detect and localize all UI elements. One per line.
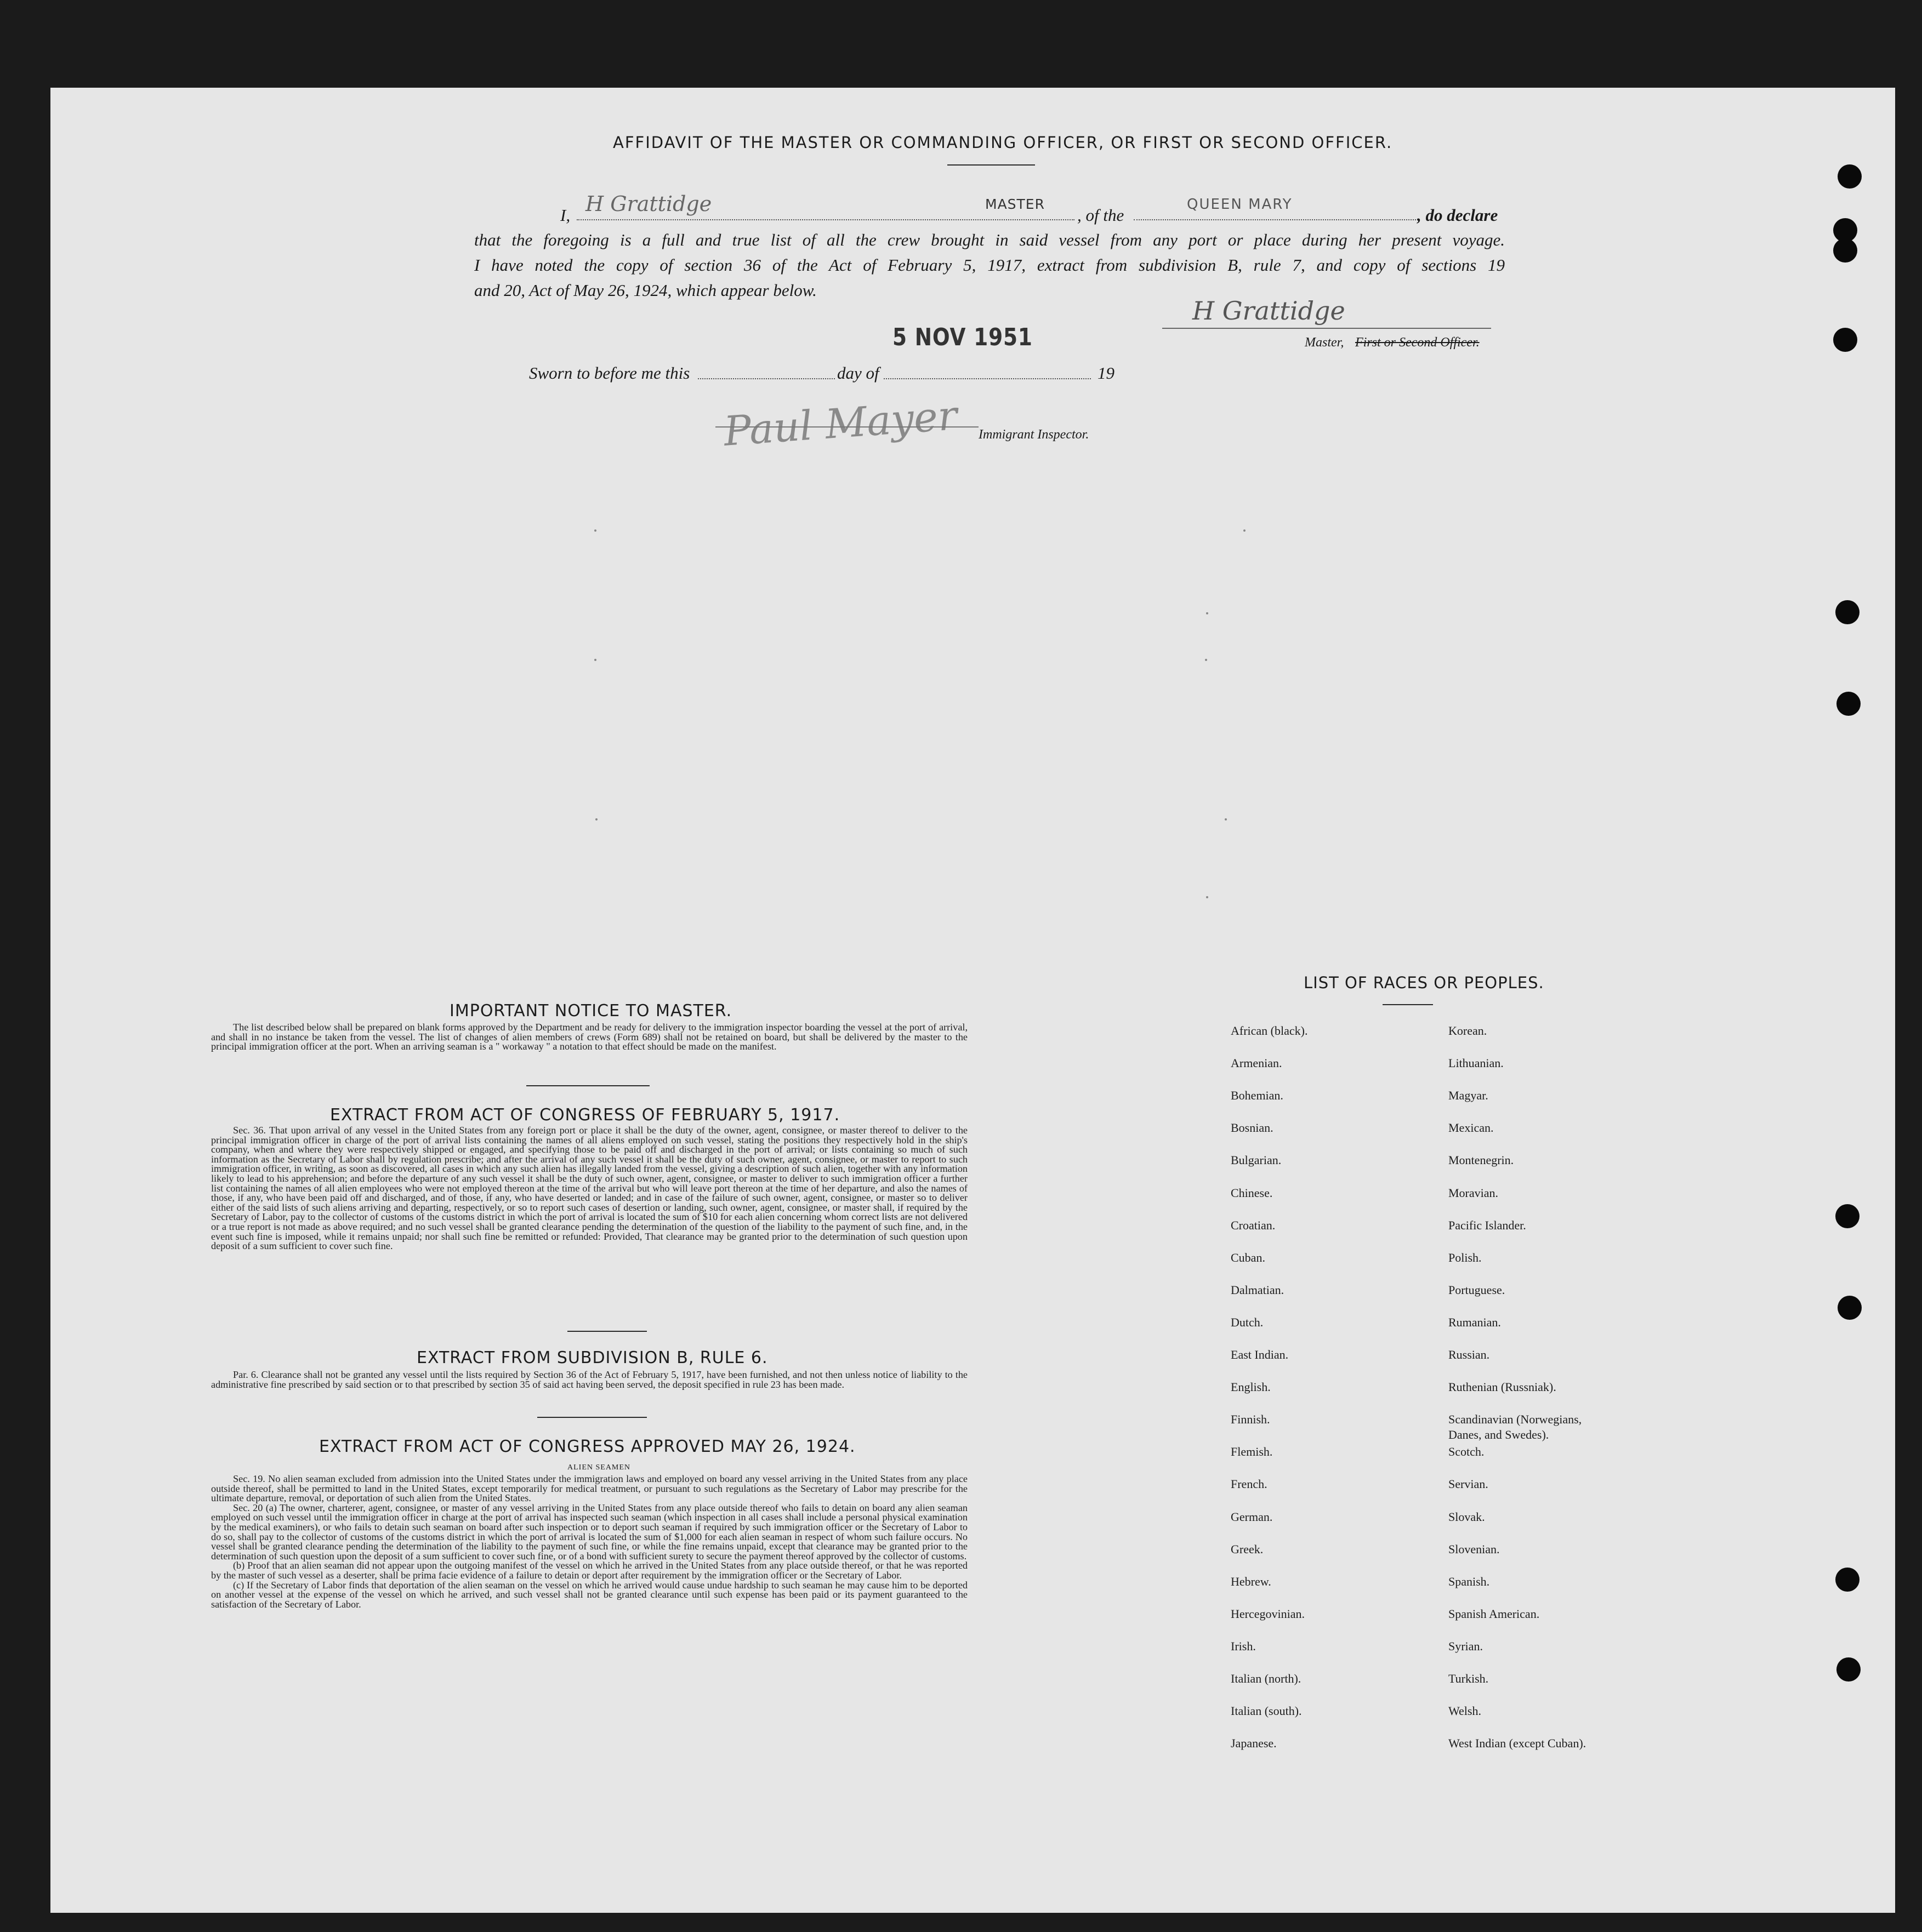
scan-speck xyxy=(1206,896,1208,898)
race-item: Bulgarian. xyxy=(1231,1153,1282,1167)
punch-hole xyxy=(1836,692,1861,716)
race-item: Rumanian. xyxy=(1448,1315,1501,1329)
signature-label-master: Master, xyxy=(1305,335,1344,350)
vessel-fill-line xyxy=(1134,219,1416,220)
race-item: Irish. xyxy=(1231,1639,1256,1653)
scan-speck xyxy=(594,529,596,532)
race-item: Flemish. xyxy=(1231,1445,1273,1459)
race-item: Bosnian. xyxy=(1231,1121,1273,1135)
punch-hole xyxy=(1835,600,1860,624)
extract-1917-title: EXTRACT FROM ACT OF CONGRESS OF FEBRUARY 5, 1917. xyxy=(330,1105,840,1125)
extract-1917-text: Sec. 36. That upon arrival of any vessel in the United States from any foreign port or place it shall be the duty of the owner, agent, consignee, or master thereof to deliver to the principal immigration officer in charge of the port of arrival lists containing the names of all aliens employed on such vessel, stating the positions they respectively hold in the ship's company, when and where they were respectively shipped or engaged, and specifying those to be paid off and discharged in the port of arrival; or lists containing so much of such information as the Secretary of Labor shall by regulation prescribe; and after the arrival of any such vessel it shall be the duty of such owner, agent, consignee, or master to report to such immigration officer, in writing, as soon as discovered, all cases in which any such alien has illegally landed from the vessel, giving a description of such alien, together with any information likely to lead to his apprehension; and before the departure of any such vessel it shall be the duty of such owner, agent, consignee, or master to deliver to such immigration officer a further list containing the names of all alien employees who were not employed thereon at the time of the arrival but who will leave port thereon at the time of her departure, and also the names of those, if any, who have been paid off and discharged, and of those, if any, who have deserted or landed; and in case of the failure of such owner, agent, consignee, or master so to deliver either of the said lists of such aliens arriving and departing, respectively, or so to report such cases of desertion or landing, such owner, agent, consignee, or master shall, if required by the Secretary of Labor, pay to the collector of customs of the customs district in which the port of arrival is located the sum of $10 for each alien concerning whom correct lists are not delivered or a true report is not made as above required; and no such vessel shall be granted clearance pending the determination of the question of the liability to the payment of such fine, and, in the event such fine is imposed, while it remains unpaid; nor shall such fine be remitted or refunded: Provided, That clearance may be granted prior to the determination of such question upon deposit of a sum sufficient to cover such fine. xyxy=(211,1125,968,1252)
races-title: LIST OF RACES OR PEOPLES. xyxy=(1304,973,1544,992)
scan-speck xyxy=(1243,529,1246,532)
scan-speck xyxy=(1205,659,1207,661)
title-underline xyxy=(947,164,1035,166)
races-title-underline xyxy=(1383,1004,1433,1005)
signature-label-struck: First or Second Officer. xyxy=(1355,335,1480,350)
punch-hole xyxy=(1838,1296,1862,1320)
race-item: Montenegrin. xyxy=(1448,1153,1514,1167)
inspector-label: Immigrant Inspector. xyxy=(979,428,1089,442)
master-signature: H Grattidge xyxy=(1192,296,1345,326)
sworn-month-line xyxy=(884,378,1091,379)
race-item: Slovak. xyxy=(1448,1509,1485,1524)
race-item: Cuban. xyxy=(1231,1250,1265,1264)
race-item: Greek. xyxy=(1231,1542,1264,1556)
affidavit-line-1: that the foregoing is a full and true list of all the crew brought in said vessel from any port or place during her present voyage. xyxy=(474,230,1505,249)
race-item: Turkish. xyxy=(1448,1672,1489,1685)
race-item: Spanish. xyxy=(1448,1574,1490,1588)
race-item: English. xyxy=(1231,1380,1271,1394)
day-of-label: day of xyxy=(837,363,879,383)
race-item: German. xyxy=(1231,1509,1273,1524)
section-divider xyxy=(526,1085,650,1086)
race-item: Moravian. xyxy=(1448,1186,1499,1200)
race-item: Korean. xyxy=(1448,1024,1487,1038)
race-item: Croatian. xyxy=(1231,1218,1276,1232)
notice-text: The list described below shall be prepared on blank forms approved by the Department and be ready for delivery to the immigration inspector boarding the vessel at the port of arrival, and shall in no instance be taken from the vessel. The list of changes of alien members of crews (Form 689) shall not be retained on board, but shall be delivered by the master to the principal immigration officer at the port. When an arriving seaman is a " workaway " a notation to that effect should be made on the manifest. xyxy=(211,1022,968,1052)
race-item: Scotch. xyxy=(1448,1445,1485,1459)
master-name-handwriting: H Grattidge xyxy=(585,192,712,216)
scan-speck xyxy=(1225,818,1227,820)
date-stamp: 5 NOV 1951 xyxy=(892,323,1033,351)
race-item: Hebrew. xyxy=(1231,1574,1271,1588)
scan-speck xyxy=(594,659,596,661)
extract-1924-text: Sec. 19. No alien seaman excluded from admission into the United States under the immigration laws and employed on board any vessel arriving in the United States from any place outside thereof, shall be permitted to land in the United States, except temporarily for medical treatment, or pursuant to such regulations as the Secretary of Labor may prescribe for the ultimate departure, removal, or deportation of such alien from the United States. Sec. 20 (a) The owner, charterer, agent, consignee, or master of any vessel arriving in the United States from any place outside thereof who fails to detain on board any alien seaman employed on such vessel until the immigration officer in charge at the port of arrival has inspected such seaman (which inspection in all cases shall include a personal physical examination by the medical examiners), or who fails to detain such seaman on board after such inspection or to deport such seaman if required by such immigration officer or the Secretary of Labor to do so, shall pay to the collector of customs of the customs district in which the port of arrival is located the sum of $1,000 for each alien seaman in respect of whom such failure occurs. No vessel shall be granted clearance pending the determination of the liability to the payment of such fine, or while the fine remains unpaid, except that clearance may be granted prior to the determination of such question upon the deposit of a sum sufficient to cover such fine, or of a bond with sufficient surety to secure the payment thereof approved by the collector of customs. (b) Proof that an alien seaman did not appear upon the outgoing manifest of the vessel on which he arrived in the United States from any place outside thereof, or that he was reported by the master of such vessel as a deserter, shall be prima facie evidence of a failure to detain or deport after requirement by the immigration officer or the Secretary of Labor. (c) If the Secretary of Labor finds that deportation of the alien seaman on the vessel on which he arrived would cause undue hardship to such seaman he may cause him to be deported on another vessel at the expense of the vessel on which he arrived, and such vessel shall not be granted clearance until such expense has been paid or its payment guaranteed to the satisfaction of the Secretary of Labor. xyxy=(211,1473,968,1610)
race-item: Dutch. xyxy=(1231,1315,1264,1329)
affidavit-line-2: I have noted the copy of section 36 of the Act of February 5, 1917, extract from subdivision B, rule 7, and copy of sections 19 xyxy=(474,255,1505,275)
race-item: Magyar. xyxy=(1448,1088,1488,1103)
extract-rule6-title: EXTRACT FROM SUBDIVISION B, RULE 6. xyxy=(417,1348,768,1367)
race-item: Slovenian. xyxy=(1448,1542,1500,1556)
race-item: French. xyxy=(1231,1477,1267,1491)
punch-hole xyxy=(1835,1204,1860,1228)
race-item: Italian (south). xyxy=(1231,1704,1302,1718)
sworn-label: Sworn to before me this xyxy=(529,363,690,383)
race-item: Russian. xyxy=(1448,1348,1490,1361)
punch-hole xyxy=(1836,1657,1861,1682)
rank-stamp: MASTER xyxy=(985,196,1045,212)
name-fill-line xyxy=(577,219,1074,220)
punch-hole xyxy=(1833,238,1857,263)
race-item: Ruthenian (Russniak). xyxy=(1448,1380,1556,1394)
extract-1924-title: EXTRACT FROM ACT OF CONGRESS APPROVED MAY 26, 1924. xyxy=(319,1437,856,1456)
sworn-day-line xyxy=(698,378,835,379)
race-item: East Indian. xyxy=(1231,1348,1289,1361)
race-item: Spanish American. xyxy=(1448,1606,1540,1621)
section-divider xyxy=(537,1417,647,1418)
inspector-signature: Paul Mayer xyxy=(722,392,959,455)
scan-speck xyxy=(595,818,598,820)
race-item: Mexican. xyxy=(1448,1121,1494,1135)
year-prefix: 19 xyxy=(1098,363,1114,383)
race-item: Finnish. xyxy=(1231,1412,1270,1427)
of-the-label: , of the xyxy=(1077,206,1124,225)
section-divider xyxy=(567,1331,647,1332)
affidavit-line-3: and 20, Act of May 26, 1924, which appear below. xyxy=(474,281,817,300)
punch-hole xyxy=(1838,164,1862,189)
race-item: Pacific Islander. xyxy=(1448,1218,1526,1232)
document-page xyxy=(50,88,1895,1913)
inspector-line xyxy=(715,426,979,428)
extract-1924-subtitle: ALIEN SEAMEN xyxy=(567,1463,631,1472)
race-item: Welsh. xyxy=(1448,1704,1481,1718)
race-item: Armenian. xyxy=(1231,1056,1282,1070)
race-item: Hercegovinian. xyxy=(1231,1606,1305,1621)
race-item: African (black). xyxy=(1231,1024,1308,1038)
scan-speck xyxy=(1206,612,1208,614)
extract-rule6-text: Par. 6. Clearance shall not be granted any vessel until the lists required by Section 36 of the Act of February 5, 1917, have been furnished, and not then unless notice of liability to the administrative fine prescribed by said section or to that prescribed by section 35 of said act having been served, the deposit specified in rule 23 has been made. xyxy=(211,1369,968,1390)
race-item: Danes, and Swedes). xyxy=(1448,1428,1549,1441)
vessel-stamp: QUEEN MARY xyxy=(1187,196,1293,213)
punch-hole xyxy=(1833,328,1857,352)
race-item: Dalmatian. xyxy=(1231,1283,1284,1297)
do-declare-label: , do declare xyxy=(1417,206,1498,225)
race-item: Servian. xyxy=(1448,1477,1488,1491)
race-item: Italian (north). xyxy=(1231,1672,1301,1685)
race-item: Lithuanian. xyxy=(1448,1056,1504,1070)
race-item: Japanese. xyxy=(1231,1736,1277,1751)
i-label: I, xyxy=(560,206,571,225)
punch-hole xyxy=(1835,1568,1860,1592)
affidavit-title: AFFIDAVIT OF THE MASTER OR COMMANDING OFFICER, OR FIRST OR SECOND OFFICER. xyxy=(613,133,1393,152)
race-item: West Indian (except Cuban). xyxy=(1448,1736,1586,1751)
notice-title: IMPORTANT NOTICE TO MASTER. xyxy=(450,1001,732,1021)
race-item: Polish. xyxy=(1448,1250,1482,1264)
race-item: Portuguese. xyxy=(1448,1283,1505,1297)
race-item: Bohemian. xyxy=(1231,1088,1283,1103)
race-item: Scandinavian (Norwegians, xyxy=(1448,1412,1582,1427)
race-item: Syrian. xyxy=(1448,1639,1483,1653)
signature-line xyxy=(1162,328,1491,329)
race-item: Chinese. xyxy=(1231,1186,1273,1200)
